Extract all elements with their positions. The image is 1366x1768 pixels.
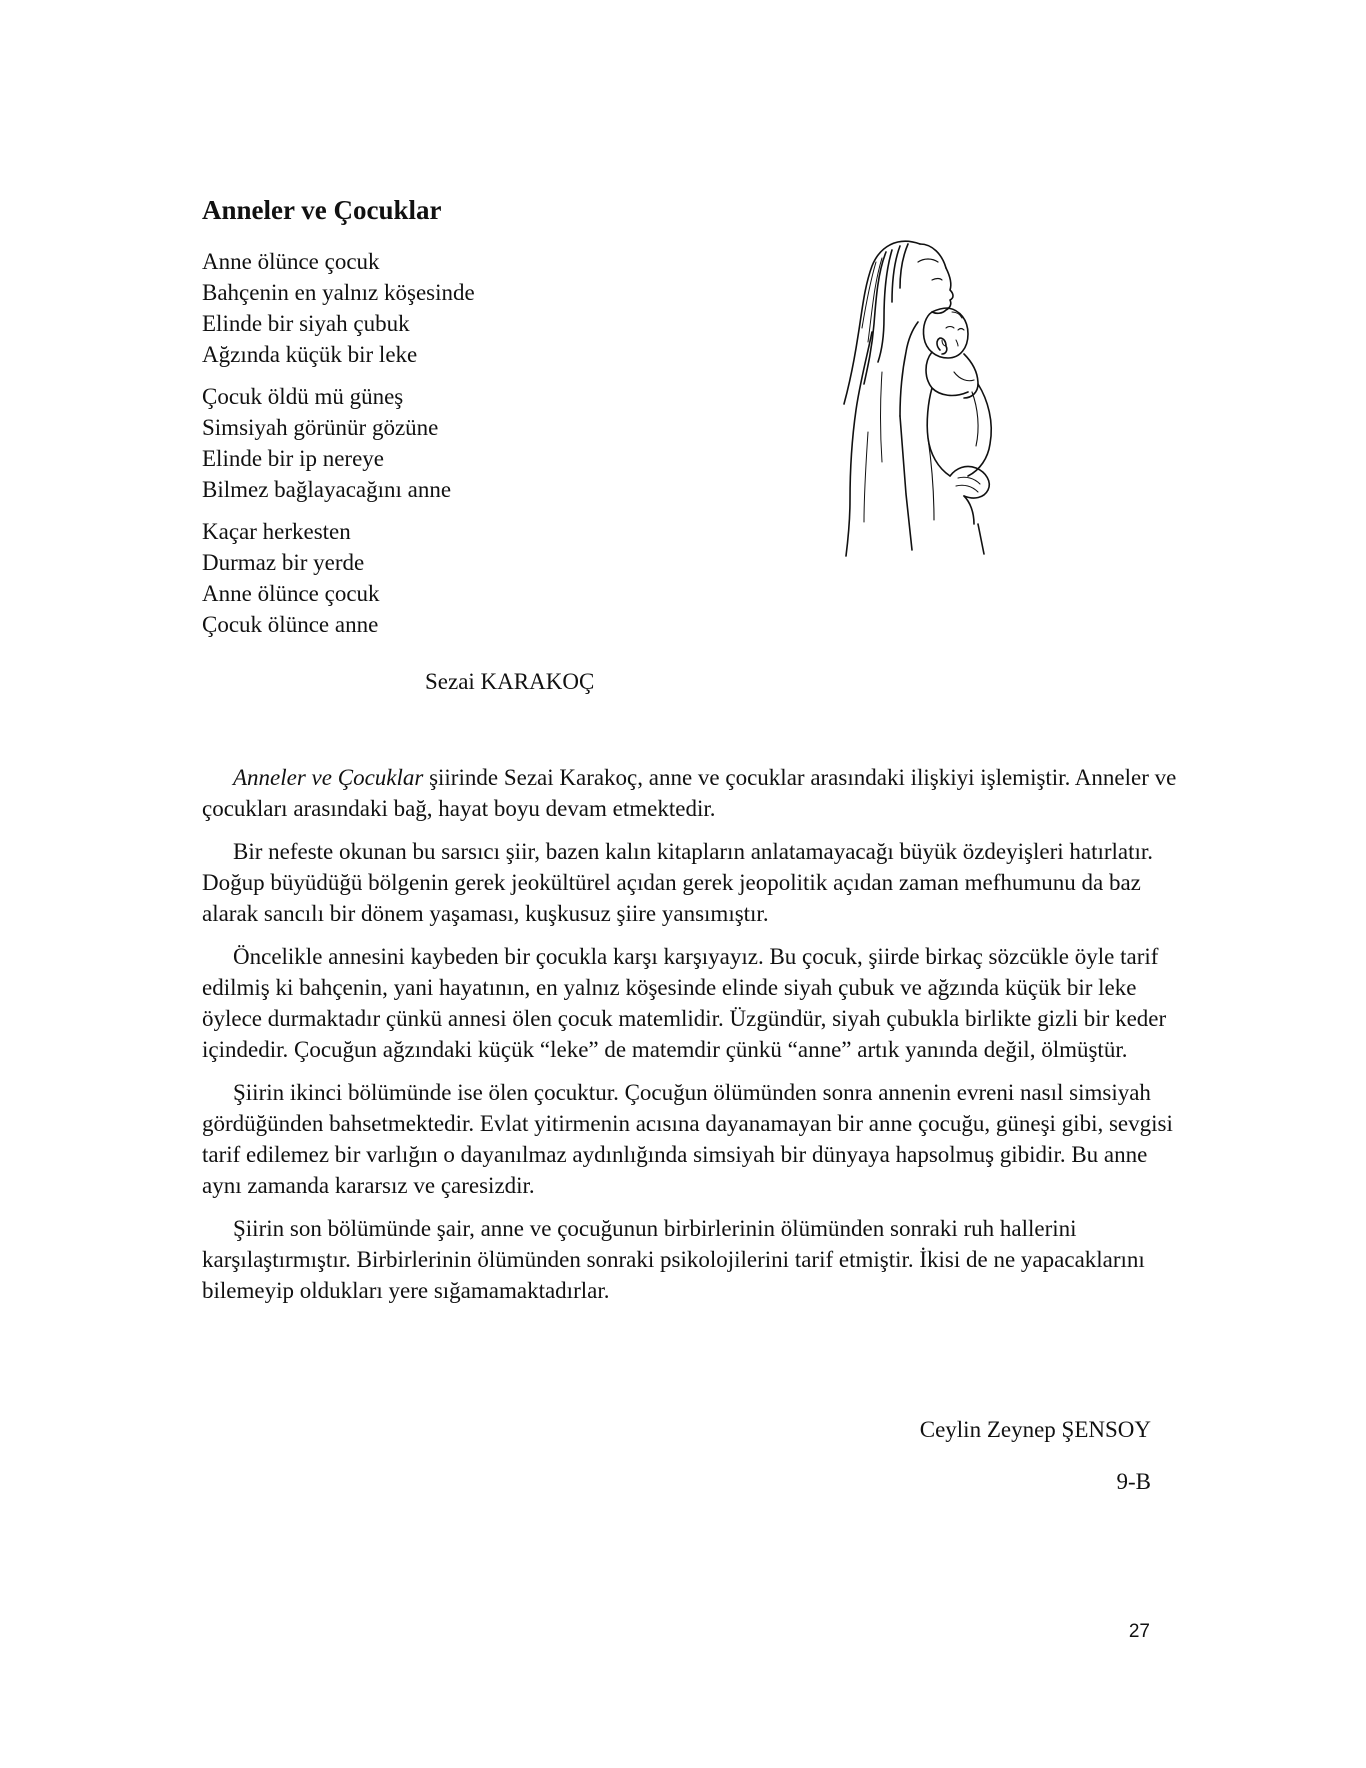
essay-body: [202, 762, 1192, 1318]
poem-line: Bilmez bağlayacağını anne: [202, 477, 452, 502]
poem-line: Durmaz bir yerde: [202, 550, 365, 575]
poem-line: Simsiyah görünür gözüne: [202, 415, 439, 440]
poem-stanza-3: [202, 516, 475, 640]
essay-poem-title-italic: Anneler ve Çocuklar: [233, 765, 424, 790]
poem-line: Kaçar herkesten: [202, 519, 351, 544]
essay-paragraph-4: Şiirin ikinci bölümünde ise ölen çocuktur. Çocuğun ölümünden sonra annenin evreni nasıl simsiyah gördüğünden bahsetmektedir. Evlat yitirmenin acısına dayanamayan bir anne çocuğu, güneşi gibi, sevgisi tarif edilemez bir varlığın o dayanılmaz aydınlığında simsiyah bir dünyaya hapsolmuş gibidir. Bu anne aynı zamanda kararsız ve çaresizdir.: [202, 1080, 1173, 1198]
essay-paragraph-1: [202, 762, 1192, 824]
poem-line: Ağzında küçük bir leke: [202, 342, 418, 367]
poem-line: Çocuk ölünce anne: [202, 612, 379, 637]
essay-paragraph-1-text: şiirinde Sezai Karakoç, anne ve çocuklar arasındaki ilişkiyi işlemiştir. Anneler ve çocukları arasındaki bağ, hayat boyu devam etmektedir.: [202, 765, 1177, 821]
poem-line: Anne ölünce çocuk: [202, 249, 380, 274]
poet-name: Sezai KARAKOÇ: [425, 669, 595, 694]
poem-stanza-2: [202, 381, 475, 505]
essay-paragraph-3: Öncelikle annesini kaybeden bir çocukla karşı karşıyayız. Bu çocuk, şiirde birkaç sözcükle öyle tarif edilmiş ki bahçenin, yani hayatının, en yalnız köşesinde elinde siyah çubuk ve ağzında küçük bir leke öylece durmaktadır çünkü annesi ölen çocuk matemlidir. Üzgündür, siyah çubukla birlikte gizli bir keder içindedir. Çocuğun ağzındaki küçük “leke” de matemdir çünkü “anne” artık yanında değil, ölmüştür.: [202, 944, 1167, 1062]
poem-stanza-1: [202, 246, 475, 370]
author-class: 9-B: [1116, 1469, 1151, 1494]
essay-paragraph-2: Bir nefeste okunan bu sarsıcı şiir, bazen kalın kitapların anlatamayacağı büyük özdeyişleri hatırlatır. Doğup büyüdüğü bölgenin gerek jeokültürel açıdan gerek jeopolitik açıdan zaman mefhumunu da baz alarak sancılı bir dönem yaşaması, kuşkusuz şiire yansımıştır.: [202, 839, 1154, 926]
poem-title: Anneler ve Çocuklar: [202, 195, 442, 225]
poem-line: Elinde bir siyah çubuk: [202, 311, 410, 336]
poem-line: Anne ölünce çocuk: [202, 581, 380, 606]
poem-body: [202, 246, 475, 651]
essay-paragraph-5: Şiirin son bölümünde şair, anne ve çocuğunun birbirlerinin ölümünden sonraki ruh hallerini karşılaştırmıştır. Birbirlerinin ölümünden sonraki psikolojilerini tarif etmiştir. İkisi de ne yapacaklarını bilemeyip oldukları yere sığamamaktadırlar.: [202, 1216, 1145, 1303]
page-number: 27: [1128, 1621, 1150, 1642]
poem-line: Elinde bir ip nereye: [202, 446, 385, 471]
mother-holding-baby-sketch-icon: [828, 232, 1028, 562]
essay-author: Ceylin Zeynep ŞENSOY: [919, 1417, 1151, 1442]
poem-line: Çocuk öldü mü güneş: [202, 384, 404, 409]
poem-line: Bahçenin en yalnız köşesinde: [202, 280, 475, 305]
